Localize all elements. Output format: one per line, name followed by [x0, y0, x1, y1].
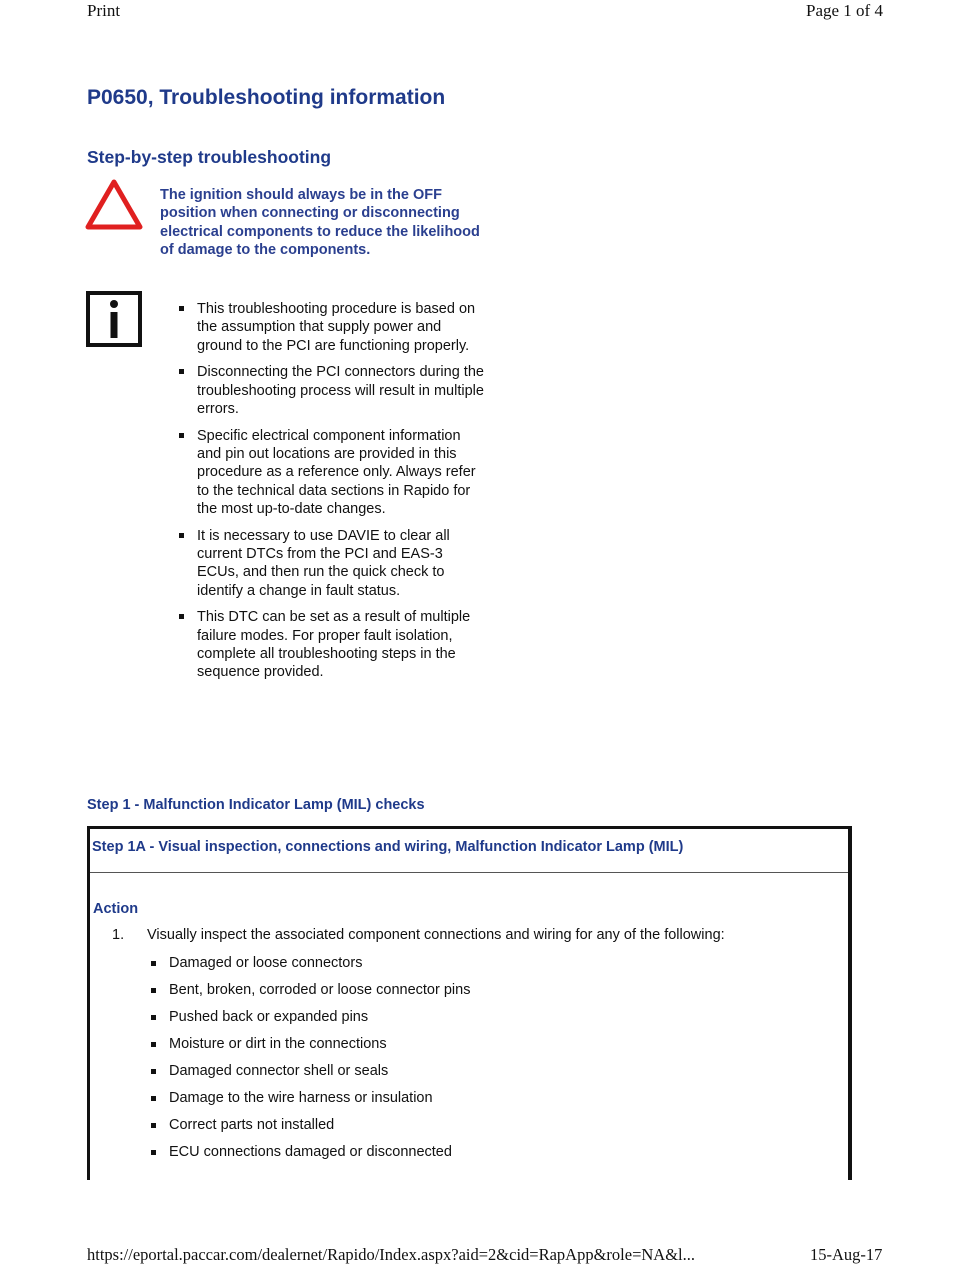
check-item-text: Pushed back or expanded pins — [169, 1009, 369, 1025]
check-item — [148, 1116, 470, 1143]
bullet-icon — [151, 988, 156, 993]
check-item — [148, 1035, 470, 1062]
check-item-text: Correct parts not installed — [169, 1117, 335, 1133]
action-item-number: 1. — [112, 927, 125, 943]
bullet-icon — [151, 1150, 156, 1155]
bullet-icon — [179, 369, 184, 374]
info-note-text: It is necessary to use DAVIE to clear all current DTCs from the PCI and EAS-3 ECUs, and then run the quick check to identify a change in fault status. — [197, 527, 450, 599]
warning-text: The ignition should always be in the OFF position when connecting or disconnecting electrical components to reduce the likelihood of damage to the components. — [160, 187, 480, 259]
print-header: Print — [87, 1, 121, 20]
warning-triangle-icon — [85, 178, 143, 230]
check-item — [148, 1089, 470, 1116]
action-item — [112, 927, 725, 943]
check-item — [148, 1008, 470, 1035]
check-item-text: Damage to the wire harness or insulation — [169, 1090, 433, 1106]
action-label: Action — [93, 901, 139, 917]
check-item-text: ECU connections damaged or disconnected — [169, 1144, 452, 1160]
info-notes-list — [176, 300, 486, 690]
print-date: 15-Aug-17 — [810, 1245, 883, 1264]
info-note-text: This DTC can be set as a result of multiple failure modes. For proper fault isolation, complete all troubleshooting steps in the sequence provided. — [197, 609, 471, 681]
bullet-icon — [151, 1042, 156, 1047]
source-url[interactable]: https://eportal.paccar.com/dealernet/Rapido/Index.aspx?aid=2&cid=RapApp&role=NA&l... — [87, 1245, 695, 1264]
info-icon — [86, 291, 142, 347]
check-item — [148, 1143, 470, 1170]
info-note — [176, 300, 486, 355]
check-item-text: Damaged connector shell or seals — [169, 1063, 389, 1079]
step-1a-heading: Step 1A - Visual inspection, connections and wiring, Malfunction Indicator Lamp (MIL) — [90, 829, 848, 873]
step-1-heading: Step 1 - Malfunction Indicator Lamp (MIL) checks — [87, 797, 425, 813]
check-item — [148, 981, 470, 1008]
info-note-text: Disconnecting the PCI connectors during the troubleshooting process will result in multiple errors. — [197, 364, 484, 417]
section-title: Step-by-step troubleshooting — [87, 147, 332, 167]
action-item-text: Visually inspect the associated component connections and wiring for any of the following: — [147, 927, 725, 943]
bullet-icon — [151, 961, 156, 966]
info-note-text: Specific electrical component information and pin out locations are provided in this procedure as a reference only. Always refer to the technical data sections in Rapido for the most up-to-date changes. — [197, 427, 476, 517]
bullet-icon — [151, 1096, 156, 1101]
bullet-icon — [151, 1015, 156, 1020]
check-item — [148, 954, 470, 981]
page-title: P0650, Troubleshooting information — [87, 86, 446, 109]
page-number: Page 1 of 4 — [806, 1, 883, 20]
inspection-checklist — [148, 954, 470, 1170]
check-item-text: Damaged or loose connectors — [169, 955, 363, 971]
info-note — [176, 427, 486, 518]
info-note — [176, 527, 486, 600]
bullet-icon — [151, 1123, 156, 1128]
check-item-text: Bent, broken, corroded or loose connector pins — [169, 982, 471, 998]
info-note-text: This troubleshooting procedure is based on the assumption that supply power and ground to the PCI are functioning properly. — [197, 301, 476, 354]
bullet-icon — [179, 433, 184, 438]
info-note — [176, 608, 486, 681]
bullet-icon — [179, 306, 184, 311]
bullet-icon — [179, 614, 184, 619]
step-1a-box — [87, 826, 852, 1180]
bullet-icon — [151, 1069, 156, 1074]
check-item-text: Moisture or dirt in the connections — [169, 1036, 387, 1052]
bullet-icon — [179, 533, 184, 538]
check-item — [148, 1062, 470, 1089]
info-note — [176, 363, 486, 418]
